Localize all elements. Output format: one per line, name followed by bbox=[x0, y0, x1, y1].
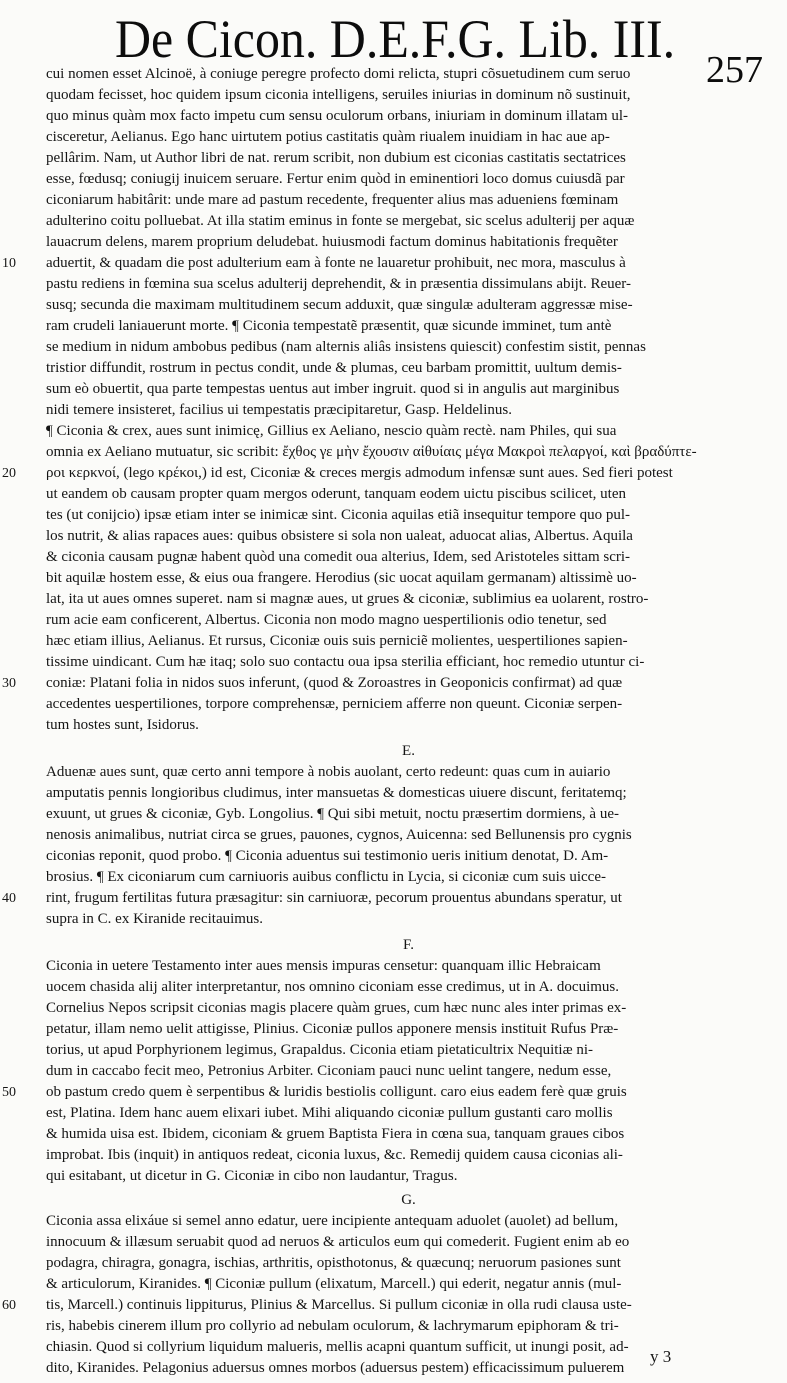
section-heading-f: F. bbox=[403, 937, 414, 953]
text-line: tis, Marcell.) continuis lippiturus, Plinius & Marcellus. Si pullum ciconiæ in olla rudi clausa uste- bbox=[46, 1297, 632, 1313]
text-line: pastu rediens in fœmina sua scelus adulterij deprehendit, & in præsentia dissimulans abijt. Reuer- bbox=[46, 276, 631, 292]
text-line: exuunt, ut grues & ciconiæ, Gyb. Longolius. ¶ Qui sibi metuit, noctu præsertim dormiens, à ue- bbox=[46, 806, 619, 822]
text-line: brosius. ¶ Ex ciconiarum cum carniuoris auibus conflictu in Lycia, si ciconiæ cum suis uicce- bbox=[46, 869, 606, 885]
section-heading-g: G. bbox=[401, 1192, 416, 1208]
text-line: ciconiarum habitârit: unde mare ad pastum recedente, frequenter alius mas adueniens fœminam bbox=[46, 192, 619, 208]
text-line: bit aquilæ hostem esse, & eius oua frangere. Herodius (sic uocat aquilam germanam) altissimè uo- bbox=[46, 570, 637, 586]
text-line: & articulorum, Kiranides. ¶ Ciconiæ pullum (elixatum, Marcell.) qui ederit, negatur annis (mul- bbox=[46, 1276, 622, 1292]
text-line: quo minus quàm mox facto impetu cum sensu oculorum orbans, iniuriam in dominum illatam ul- bbox=[46, 108, 628, 124]
text-line: sum eò obuertit, qua parte tempestas uentus aut imber ingruit. quod si in angulis aut marginibus bbox=[46, 381, 620, 397]
text-line: ram crudeli laniauerunt morte. ¶ Ciconia tempestatẽ præsentit, quæ sicunde imminet, tum antè bbox=[46, 318, 612, 334]
page-number: 257 bbox=[706, 49, 763, 91]
text-line: lat, ita ut aues omnes superet. nam si magnæ aues, ut grues & ciconiæ, sublimius ea uolarent, rostro- bbox=[46, 591, 649, 607]
text-line: tissime uindicant. Cum hæ itaq; solo suo contactu oua ipsa sterilia efficiant, hoc remedio utuntur ci- bbox=[46, 654, 645, 670]
text-line: innocuum & illæsum seruabit quod ad neruos & articulos eum qui comederit. Fugient enim ab eo bbox=[46, 1234, 630, 1250]
text-line: rum acie eam conficerent, Albertus. Ciconia non modo magno uespertilionis odio tenetur, sed bbox=[46, 612, 607, 628]
text-line: ris, habebis cinerem illum pro collyrio ad nebulam oculorum, & lachrymarum epiphoram & tri- bbox=[46, 1318, 619, 1334]
text-line: Cornelius Nepos scripsit ciconias magis placere quàm grues, cum hæc nunc ales inter primas ex- bbox=[46, 1000, 627, 1016]
text-line: Ciconia assa elixáue si semel anno edatur, uere incipiente antequam aduolet (auolet) ad bellum, bbox=[46, 1213, 619, 1229]
text-line: esse, fœdusq; coniugij inuicem seruare. Fertur enim quòd in eminentiori loco domus cuiusdã par bbox=[46, 171, 625, 187]
text-line: dum in caccabo fecit meo, Petronius Arbiter. Ciconiam pauci nunc uelint tangere, nedum esse, bbox=[46, 1063, 612, 1079]
text-line: rint, frugum fertilitas futura præsagitur: sin carniuoræ, pecorum prouentus abundans speratur, ut bbox=[46, 890, 622, 906]
margin-line-number: 10 bbox=[2, 256, 16, 271]
text-line: & humida uisa est. Ibidem, ciconiam & gruem Baptista Fiera in cœna sua, tanquam graues cibos bbox=[46, 1126, 625, 1142]
text-line: los nutrit, & alias rapaces aues: quibus obsistere si sola non ualeat, aduocat alias, Albertus. Aquila bbox=[46, 528, 633, 544]
margin-line-number: 20 bbox=[2, 466, 16, 481]
text-line: aduertit, & quadam die post adulterium eam à fonte ne lauaretur prohibuit, nec mora, masculus à bbox=[46, 255, 626, 271]
text-line: cui nomen esset Alcinoë, à coniuge peregre profecto domi relicta, stupri cõsuetudinem cum seruo bbox=[46, 66, 631, 82]
text-line: chiasin. Quod si collyrium liquidum malueris, mellis acapni quantum sufficit, ut inungi posit, ad- bbox=[46, 1339, 629, 1355]
text-line: nidi temere insisteret, facilius ui tempestatis præcipitaretur, Gasp. Heldelinus. bbox=[46, 402, 512, 418]
text-line: susq; secunda die maximam multitudinem secum adduxit, quæ singulæ adulteram aggressæ mise- bbox=[46, 297, 633, 313]
text-line: omnia ex Aeliano mutuatur, sic scribit: ἔχθος γε μὴν ἔχουσιν αἰθυίαις μέγα Μακροὶ πελαργοί, καὶ βραδύπτε- bbox=[46, 444, 697, 460]
margin-line-number: 60 bbox=[2, 1298, 16, 1313]
text-line: quodam fecisset, hoc quidem ipsum ciconia intelligens, seruiles iniurias in dominum nõ sustinuit, bbox=[46, 87, 631, 103]
text-line: est, Platina. Idem hanc auem elixari iubet. Mihi aliquando ciconiæ pullum gustanti caro mollis bbox=[46, 1105, 613, 1121]
text-line: podagra, chiragra, gonagra, ischias, arthritis, opisthotonus, & quæcunq; neruorum pasiones sunt bbox=[46, 1255, 621, 1271]
text-line: qui esitabant, ut dicetur in G. Ciconiæ in cibo non laudantur, Tragus. bbox=[46, 1168, 458, 1184]
margin-line-number: 30 bbox=[2, 676, 16, 691]
text-line: ¶ Ciconia & crex, aues sunt inimicę, Gillius ex Aeliano, nescio quàm rectè. nam Philes, qui sua bbox=[46, 423, 617, 439]
text-line: Ciconia in uetere Testamento inter aues mensis impuras censetur: quanquam illic Hebraicam bbox=[46, 958, 601, 974]
text-line: & ciconia causam pugnæ habent quòd una comedit oua alterius, Idem, sed Aristoteles sittam scri- bbox=[46, 549, 631, 565]
text-line: lauacrum delens, marem proprium deludebat. huiusmodi factum dominus habitationis frequẽter bbox=[46, 234, 618, 250]
text-line: ροι κερκνοί, (lego κρέκοι,) id est, Ciconiæ & creces mergis admodum infensæ sunt aues. Sed fieri potest bbox=[46, 465, 673, 481]
text-line: amputatis pennis longioribus cludimus, inter mansuetas & domesticas uiuere discunt, feritatemq; bbox=[46, 785, 627, 801]
text-line: cisceretur, Aelianus. Ego hanc uirtutem potius castitatis quàm riualem inuidiam in hac aue ap- bbox=[46, 129, 610, 145]
text-line: supra in C. ex Kiranide recitauimus. bbox=[46, 911, 264, 927]
text-line: coniæ: Platani folia in nidos suos inferunt, (quod & Zoroastres in Geoponicis confirmat) ad quæ bbox=[46, 675, 623, 691]
running-head: De Cicon. D.E.F.G. Lib. III. bbox=[115, 9, 676, 69]
text-line: nenosis animalibus, nutriat circa se grues, pauones, cygnos, Auicenna: sed Bellunensis pro cygnis bbox=[46, 827, 632, 843]
text-line: ciconias reponit, quod probo. ¶ Ciconia aduentus sui testimonio ueris initium denotat, D. Am- bbox=[46, 848, 609, 864]
text-line: ob pastum credo quem è serpentibus & luridis bestiolis colligunt. caro eius eadem ferè quæ gruis bbox=[46, 1084, 627, 1100]
text-line: petatur, illam nemo uelit attigisse, Plinius. Ciconiæ pullos apponere mensis instituit Rufus Præ- bbox=[46, 1021, 619, 1037]
text-line: hæc etiam illius, Aelianus. Et rursus, Ciconiæ ouis suis perniciẽ molientes, uespertiliones sapien- bbox=[46, 633, 628, 649]
signature-mark: y 3 bbox=[650, 1347, 672, 1366]
section-heading-e: E. bbox=[402, 743, 415, 759]
text-line: accedentes uespertiliones, torpore comprehensæ, perniciem afferre non queunt. Ciconiæ serpen- bbox=[46, 696, 623, 712]
text-line: uocem chasida alij aliter interpretantur, nos omnino ciconiam esse credimus, ut in A. docuimus. bbox=[46, 979, 620, 995]
text-line: torius, ut apud Porphyrionem legimus, Grapaldus. Ciconia etiam pietaticultrix Nequitiæ ni- bbox=[46, 1042, 593, 1058]
text-line: se medium in nidum ambobus pedibus (nam alternis aliâs insistens quiescit) confestim sistit, pennas bbox=[46, 339, 646, 355]
text-line: pellârim. Nam, ut Author libri de nat. rerum scribit, non dubium est ciconias castitatis sectatrices bbox=[46, 150, 626, 166]
text-line: tum hostes sunt, Isidorus. bbox=[46, 717, 199, 733]
text-line: Aduenæ aues sunt, quæ certo anni tempore à nobis auolant, certo redeunt: quas cum in auiario bbox=[46, 764, 611, 780]
text-line: improbat. Ibis (inquit) in antiquos redeat, ciconia luxus, &c. Remedij quidem causa ciconias ali- bbox=[46, 1147, 623, 1163]
text-line: tes (ut conijcio) ipsæ etiam inter se inimicæ sint. Ciconia aquilas etiã insequitur tempore quo pul- bbox=[46, 507, 631, 523]
margin-line-number: 50 bbox=[2, 1085, 16, 1100]
text-line: dito, Kiranides. Pelagonius aduersus omnes morbos (aduersus pestem) efficacissimum puluerem bbox=[46, 1360, 625, 1376]
text-line: ut eandem ob causam propter quam mergos oderunt, tanquam eodem uictu piscibus scilicet, uten bbox=[46, 486, 626, 502]
text-line: tristior diffundit, rostrum in pectus condit, unde & plumas, ceu barbam promittit, uultum demis- bbox=[46, 360, 622, 376]
margin-line-number: 40 bbox=[2, 891, 16, 906]
text-line: adulterino coitu polluebat. At illa statim eminus in fonte se mergebat, sic scelus adulterij per aquæ bbox=[46, 213, 635, 229]
